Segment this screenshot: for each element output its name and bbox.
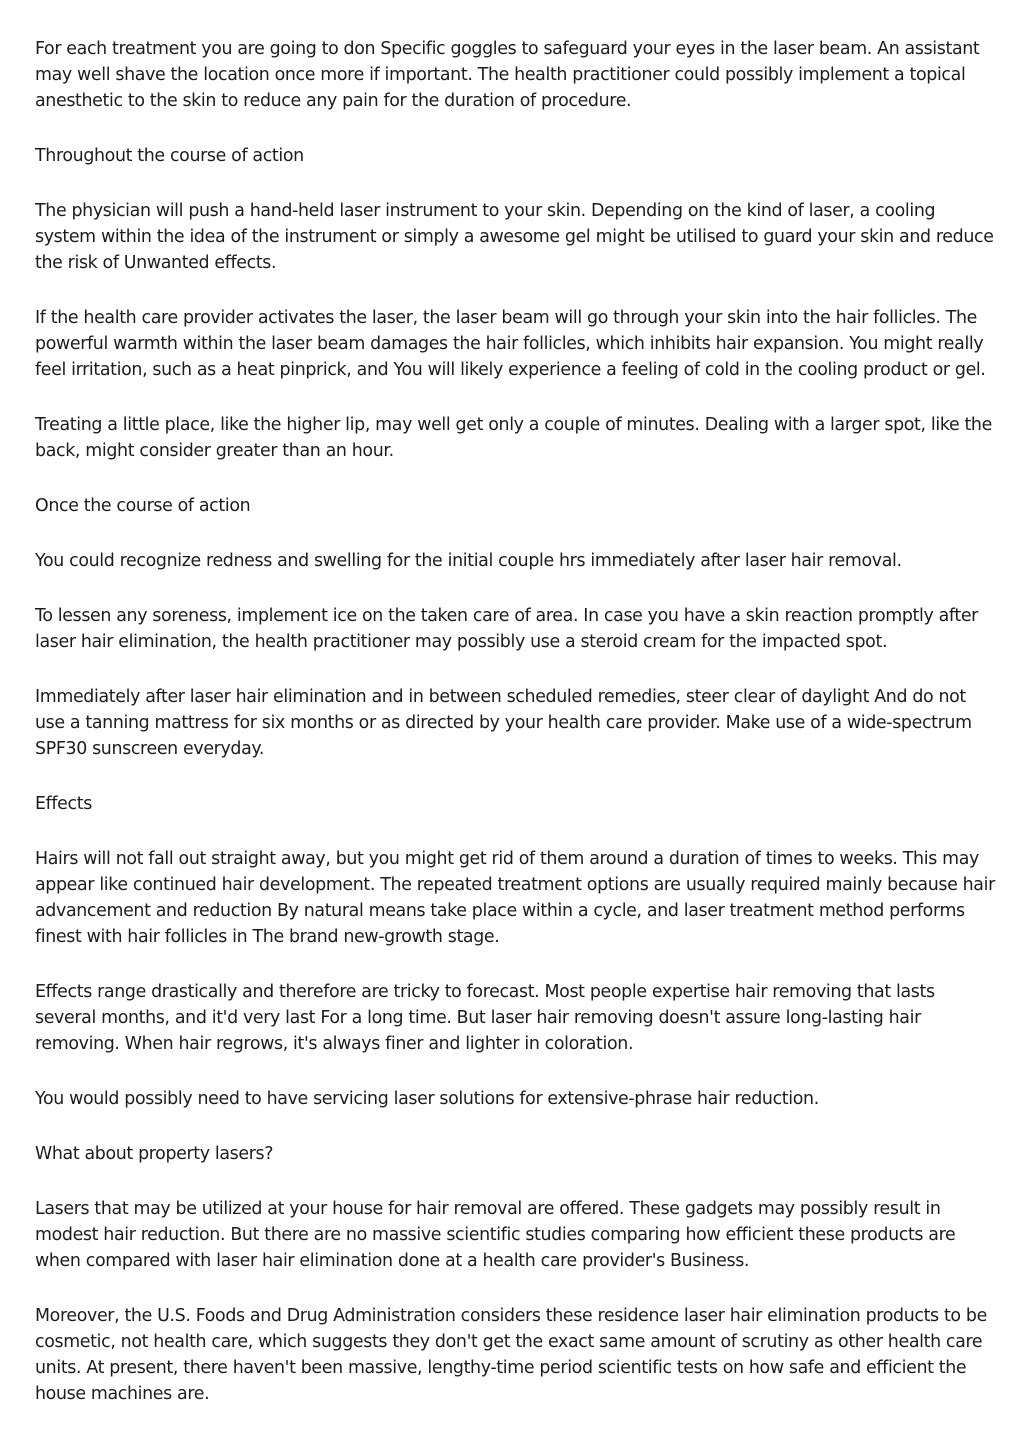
paragraph-soreness: To lessen any soreness, implement ice on the taken care of area. In case you have a skin reaction promptly after laser hair elimination, the health practitioner may possibly use a steroid cream for the impacted spot. [35, 606, 978, 652]
paragraph-hair-fall: Hairs will not fall out straight away, but you might get rid of them around a duration of times to weeks. This may appear like continued hair development. The repeated treatment options are usually required mainly because hair advancement and reduction By natural means take place within a cycle, and laser treatment method performs finest with hair follicles in The brand new-growth stage. [35, 849, 995, 947]
paragraph-results-vary: Effects range drastically and therefore are tricky to forecast. Most people expertise hair removing that lasts several months, and it'd very last For a long time. But laser hair removing doesn't assure long-lasting hair removing. When hair regrows, it's always finer and lighter in coloration. [35, 982, 935, 1054]
heading-after-procedure: Once the course of action [35, 496, 251, 516]
paragraph-laser-instrument: The physician will push a hand-held laser instrument to your skin. Depending on the kind of laser, a cooling system within the idea of the instrument or simply a awesome gel might be utilised to guard your skin and reduce the risk of Unwanted effects. [35, 201, 994, 273]
paragraph-goggles: For each treatment you are going to don Specific goggles to safeguard your eyes in the laser beam. An assistant may well shave the location once more if important. The health practitioner could possibly implement a topical anesthetic to the skin to reduce any pain for the duration of procedure. [35, 39, 980, 111]
heading-during-procedure: Throughout the course of action [35, 146, 304, 166]
heading-home-lasers: What about property lasers? [35, 1144, 274, 1164]
heading-effects: Effects [35, 794, 92, 814]
paragraph-home-lasers: Lasers that may be utilized at your house for hair removal are offered. These gadgets may possibly result in modest hair reduction. But there are no massive scientific studies comparing how efficient these products are when compared with laser hair elimination done at a health care provider's Business. [35, 1199, 956, 1271]
paragraph-laser-activation: If the health care provider activates the laser, the laser beam will go through your skin into the hair follicles. The powerful warmth within the laser beam damages the hair follicles, which inhibits hair expansion. You might really feel irritation, such as a heat pinprick, and You will likely experience a feeling of cold in the cooling product or gel. [35, 308, 986, 380]
paragraph-fda: Moreover, the U.S. Foods and Drug Administration considers these residence laser hair elimination products to be cosmetic, not health care, which suggests they don't get the exact same amount of scrutiny as other health care units. At present, there haven't been massive, lengthy-time period scientific tests on how safe and efficient the house machines are. [35, 1306, 987, 1404]
paragraph-treatment-duration: Treating a little place, like the higher lip, may well get only a couple of minutes. Dealing with a larger spot, like the back, might consider greater than an hour. [35, 415, 992, 461]
paragraph-maintenance: You would possibly need to have servicing laser solutions for extensive-phrase hair reduction. [35, 1089, 819, 1109]
paragraph-redness: You could recognize redness and swelling for the initial couple hrs immediately after laser hair removal. [35, 551, 902, 571]
document-body [35, 36, 995, 1436]
paragraph-sun-avoidance: Immediately after laser hair elimination and in between scheduled remedies, steer clear of daylight And do not use a tanning mattress for six months or as directed by your health care provider. Make use of a wide-spectrum SPF30 sunscreen everyday. [35, 687, 972, 759]
